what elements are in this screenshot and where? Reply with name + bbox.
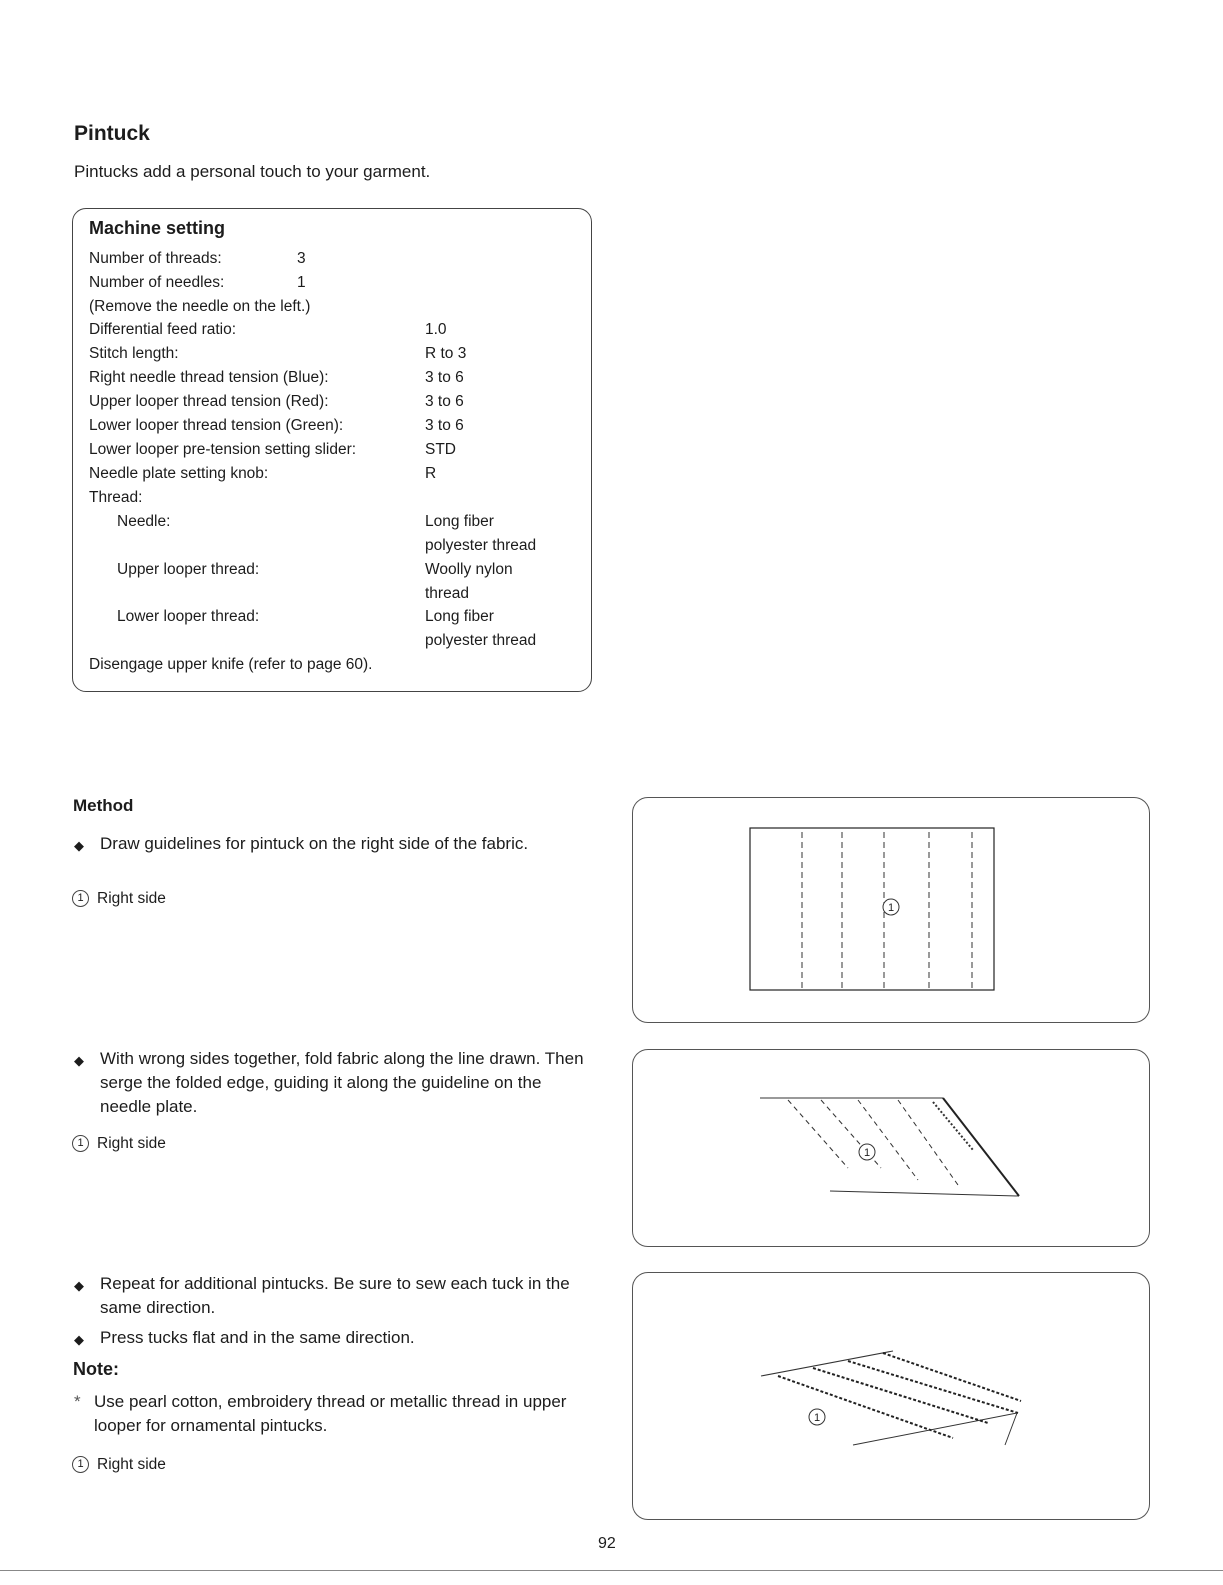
machine-setting-heading: Machine setting — [89, 218, 226, 238]
thread-type-label: Upper looper thread: — [117, 561, 260, 578]
thread-type-value: thread — [425, 585, 469, 602]
callout-label: Right side — [97, 1456, 166, 1473]
disengage-knife-note: Disengage upper knife (refer to page 60). — [89, 656, 373, 673]
diamond-bullet-icon: ◆ — [74, 1332, 84, 1347]
needles-value: 1 — [297, 274, 306, 291]
setting-value: R — [425, 465, 437, 482]
figure-callout — [72, 890, 166, 908]
diamond-bullet-icon: ◆ — [74, 1053, 84, 1068]
setting-value: R to 3 — [425, 345, 467, 362]
callout-number-mark: 1 — [813, 1412, 821, 1424]
circled-number: 1 — [72, 1456, 89, 1473]
setting-label: Right needle thread tension (Blue): — [89, 369, 329, 386]
setting-value: 3 to 6 — [425, 393, 464, 410]
method-step-3 — [74, 1272, 594, 1320]
setting-value: STD — [425, 441, 456, 458]
setting-label: Upper looper thread tension (Red): — [89, 393, 329, 410]
step-text: With wrong sides together, fold fabric along the line drawn. Then serge the folded edge, guiding it along the guideline on the needle plate. — [100, 1049, 584, 1116]
callout-label: Right side — [97, 890, 166, 907]
method-step-1 — [74, 832, 594, 858]
setting-label: Lower looper pre-tension setting slider: — [89, 441, 357, 458]
bottom-rule — [0, 1570, 1223, 1571]
fabric-guidelines-illustration — [633, 798, 1149, 1022]
callout-number-mark: 1 — [863, 1147, 871, 1159]
thread-label: Thread: — [89, 489, 143, 506]
pressed-tucks-illustration — [633, 1273, 1149, 1519]
setting-label: Differential feed ratio: — [89, 321, 237, 338]
callout-label: Right side — [97, 1135, 166, 1152]
method-heading: Method — [73, 796, 134, 815]
thread-type-value: Long fiber — [425, 608, 494, 625]
method-step-4 — [74, 1326, 594, 1352]
circled-number: 1 — [72, 1135, 89, 1152]
figure-folded-fabric — [632, 1049, 1150, 1247]
setting-label: Needle plate setting knob: — [89, 465, 269, 482]
diamond-bullet-icon: ◆ — [74, 1278, 84, 1293]
asterisk-icon: * — [74, 1392, 81, 1411]
threads-label: Number of threads: — [89, 250, 222, 267]
note-item — [74, 1390, 594, 1438]
setting-label: Lower looper thread tension (Green): — [89, 417, 344, 434]
callout-number-mark: 1 — [887, 902, 895, 914]
intro-text: Pintucks add a personal touch to your garment. — [74, 162, 431, 181]
thread-type-label: Needle: — [117, 513, 171, 530]
thread-type-value: polyester thread — [425, 537, 537, 554]
figure-pressed-tucks — [632, 1272, 1150, 1520]
diamond-bullet-icon: ◆ — [74, 838, 84, 853]
circled-number: 1 — [72, 890, 89, 907]
section-title: Pintuck — [74, 122, 150, 145]
needles-label: Number of needles: — [89, 274, 225, 291]
thread-type-label: Lower looper thread: — [117, 608, 260, 625]
folded-fabric-illustration — [633, 1050, 1149, 1246]
step-text: Repeat for additional pintucks. Be sure to sew each tuck in the same direction. — [100, 1274, 570, 1317]
threads-value: 3 — [297, 250, 306, 267]
setting-value: 1.0 — [425, 321, 447, 338]
figure-guidelines — [632, 797, 1150, 1023]
step-text: Press tucks flat and in the same direction. — [100, 1328, 415, 1347]
setting-label: Stitch length: — [89, 345, 179, 362]
setting-value: 3 to 6 — [425, 369, 464, 386]
step-text: Draw guidelines for pintuck on the right side of the fabric. — [100, 834, 529, 853]
figure-callout — [72, 1456, 166, 1474]
page-number: 92 — [598, 1535, 616, 1552]
note-heading: Note: — [73, 1359, 119, 1379]
remove-needle-note: (Remove the needle on the left.) — [89, 298, 311, 315]
thread-type-value: Long fiber — [425, 513, 494, 530]
thread-type-value: polyester thread — [425, 632, 537, 649]
figure-callout — [72, 1135, 166, 1153]
method-step-2 — [74, 1047, 594, 1119]
note-text: Use pearl cotton, embroidery thread or metallic thread in upper looper for ornamental pintucks. — [94, 1392, 567, 1435]
thread-type-value: Woolly nylon — [425, 561, 513, 578]
setting-value: 3 to 6 — [425, 417, 464, 434]
